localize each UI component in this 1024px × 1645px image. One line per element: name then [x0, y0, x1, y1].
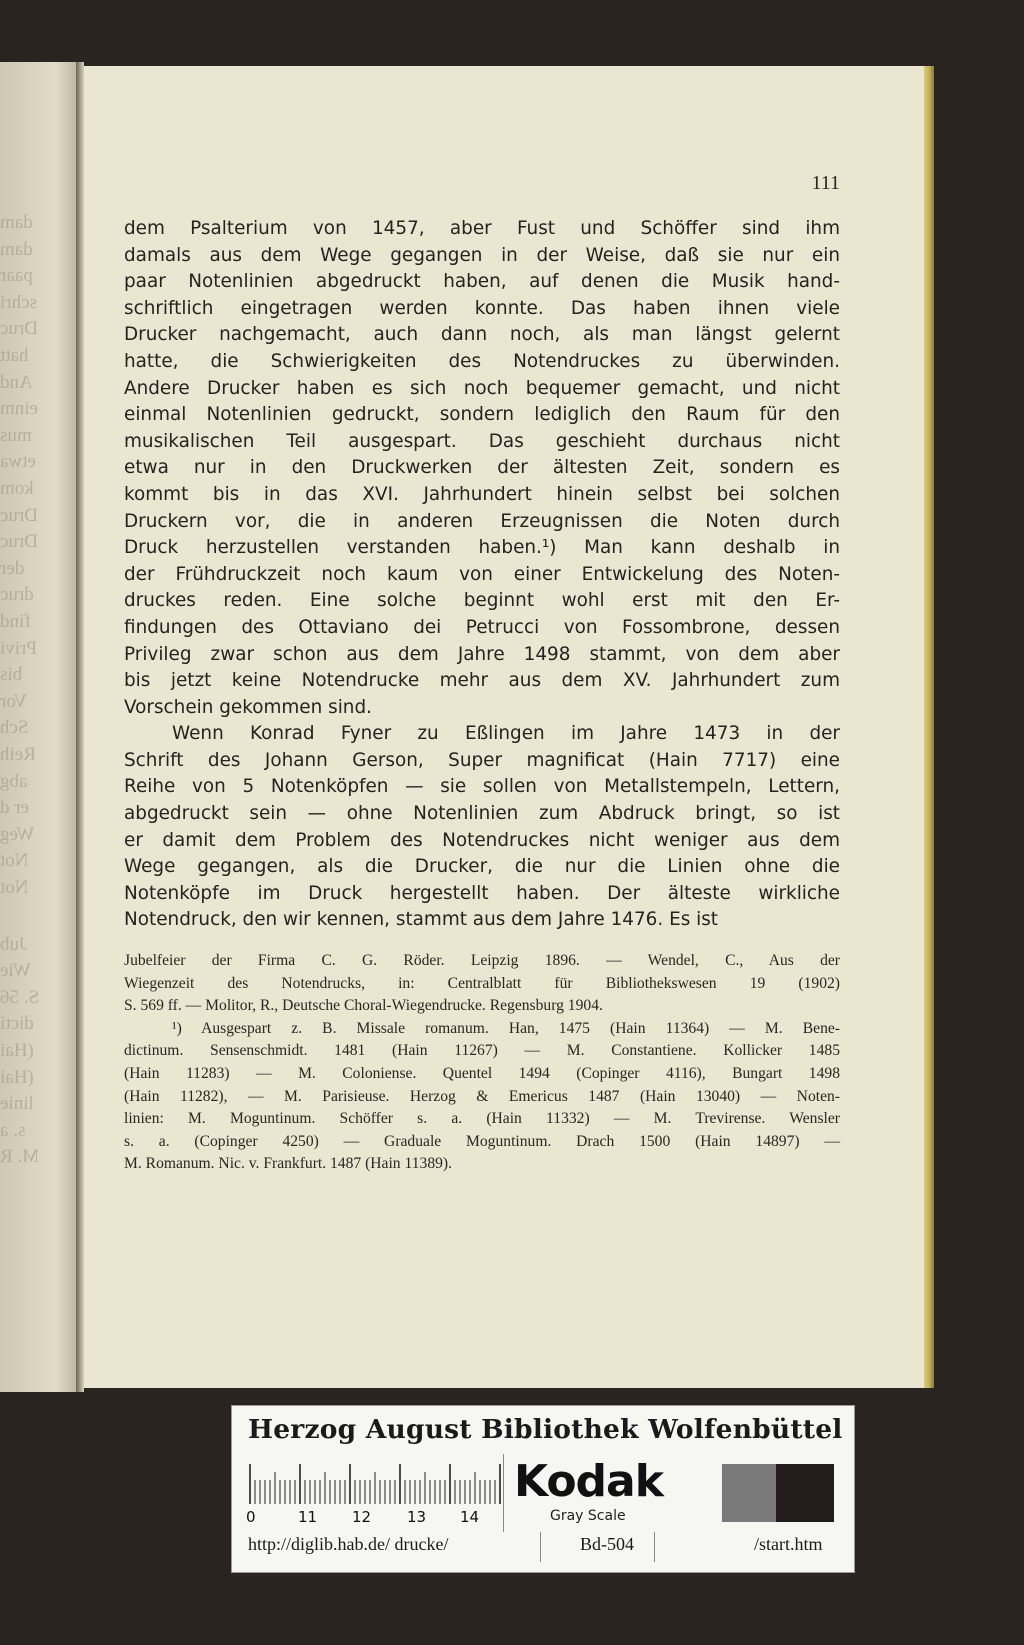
text-line: Druck herzustellen verstanden haben.¹) Man kann deshalb in	[124, 537, 840, 559]
text-line: musikalischen Teil ausgespart. Das geschieht durchaus nicht	[124, 430, 840, 452]
dark-swatch	[776, 1464, 834, 1522]
facing-page-text: find	[0, 611, 31, 632]
footnote-1	[124, 1018, 840, 1176]
text-line: Wege gegangen, als die Drucker, die nur die Linien ohne die	[124, 856, 840, 878]
facing-page-text: Druc	[0, 318, 38, 340]
book-page	[84, 66, 926, 1388]
text-line: dictinum. Sensenschmidt. 1481 (Hain 11267) — M. Constantiene. Kollicker 1485	[124, 1042, 840, 1060]
target-divider	[503, 1454, 504, 1532]
text-line: der Frühdruckzeit noch kaum von einer Entwickelung des Noten-	[124, 563, 840, 585]
text-line: Schrift des Johann Gerson, Super magnificat (Hain 7717) eine	[124, 749, 840, 771]
facing-page-text: S. 56	[0, 986, 40, 1008]
color-target-card	[231, 1405, 855, 1573]
facing-page-text: schri	[0, 291, 37, 313]
facing-page-text: Sch	[0, 717, 29, 739]
text-line: Notendruck, den wir kennen, stammt aus dem Jahre 1476. Es ist	[124, 909, 719, 931]
shelfmark: Bd-504	[580, 1534, 634, 1554]
text-line: er damit dem Problem des Notendruckes nicht weniger aus dem	[124, 829, 840, 851]
text-line: bis jetzt keine Notendrucke mehr aus dem XV. Jahrhundert zum	[124, 670, 840, 692]
url-right: /start.htm	[754, 1534, 823, 1554]
facing-page-text: abg	[0, 770, 28, 792]
facing-page-text: Reih	[0, 744, 36, 765]
text-line: Wenn Konrad Fyner zu Eßlingen im Jahre 1473 in der	[172, 723, 840, 745]
facing-page	[0, 62, 80, 1392]
facing-page-text: einm	[0, 398, 38, 420]
text-line: druckes reden. Eine solche beginnt wohl erst mit den Er-	[124, 590, 840, 612]
facing-page-text: dam	[0, 212, 33, 233]
kodak-logo: Kodak	[514, 1456, 663, 1507]
text-line: kommt bis in das XVI. Jahrhundert hinein selbst bei solchen	[124, 483, 840, 505]
text-line: etwa nur in den Druckwerken der ältesten Zeit, sondern es	[124, 457, 840, 479]
facing-page-text: linie	[0, 1093, 34, 1115]
paragraph-2	[124, 721, 840, 934]
ruler-label: 14	[460, 1508, 480, 1526]
text-line: Wiegenzeit des Notendrucks, in: Centralblatt für Bibliothekswesen 19 (1902)	[124, 974, 840, 992]
facing-page-text: Wie	[0, 960, 31, 982]
text-line: findungen des Ottaviano dei Petrucci von Fossombrone, dessen	[124, 616, 840, 638]
text-line: einmal Notenlinien gedruckt, sondern lediglich den Raum für den	[124, 404, 840, 426]
facing-page-text: Druc	[0, 504, 38, 526]
text-line: Jubelfeier der Firma C. G. Röder. Leipzig 1896. — Wendel, C., Aus der	[124, 952, 840, 969]
paragraph-1	[124, 216, 840, 721]
text-line: abgedruckt sein — ohne Notenlinien zum Abdruck bringt, so ist	[124, 803, 840, 825]
ruler-scale	[248, 1460, 502, 1508]
ruler-label: 12	[352, 1508, 372, 1526]
facing-page-text: hatt	[0, 345, 29, 366]
facing-page-text: dam	[0, 238, 33, 260]
target-divider	[654, 1532, 655, 1562]
facing-page-text: Vor	[0, 690, 28, 712]
gray-scale-label: Gray Scale	[550, 1508, 626, 1524]
facing-page-text: dicti	[0, 1013, 34, 1035]
library-title: Herzog August Bibliothek Wolfenbüttel	[248, 1414, 843, 1445]
book-gutter	[76, 62, 84, 1392]
target-divider	[540, 1532, 541, 1562]
facing-page-text: Not	[0, 877, 29, 898]
text-line: M. Romanum. Nic. v. Frankfurt. 1487 (Hain 11389).	[124, 1155, 453, 1173]
facing-page-text: And	[0, 371, 33, 393]
ruler-labels	[242, 1508, 506, 1528]
text-line: (Hain 11283) — M. Coloniense. Quentel 1494 (Copinger 4116), Bungart 1498	[124, 1064, 840, 1082]
facing-page-text: Not	[0, 850, 29, 872]
facing-page-text: kom	[0, 478, 34, 499]
url-left: http://diglib.hab.de/ drucke/	[248, 1534, 449, 1554]
ruler-label: 0	[246, 1508, 256, 1526]
text-line: Privileg zwar schon aus dem Jahre 1498 stammt, von dem aber	[124, 643, 840, 665]
facing-page-text: mus	[0, 424, 32, 446]
page-number: 111	[811, 172, 840, 194]
facing-page-text: der	[0, 557, 25, 579]
facing-page-text: paar	[0, 265, 33, 287]
text-line: schriftlich eingetragen werden konnte. Das haben ihnen viele	[124, 297, 840, 319]
gray-swatch	[722, 1464, 776, 1522]
facing-page-text: etwa	[0, 451, 36, 473]
text-line: Notenköpfe im Druck hergestellt haben. Der älteste wirkliche	[124, 882, 840, 904]
footnotes	[124, 950, 840, 1176]
facing-page-text: M. R	[0, 1146, 40, 1168]
text-line: linien: M. Moguntinum. Schöffer s. a. (Hain 11332) — M. Trevirense. Wensler	[124, 1110, 840, 1128]
facing-page-text: Jub	[0, 933, 27, 955]
facing-page-text: s. a	[0, 1119, 26, 1141]
ruler-label: 11	[298, 1508, 318, 1526]
text-line: Vorschein gekommen sind.	[124, 696, 372, 718]
ruler-label: 13	[407, 1508, 427, 1526]
text-line: hatte, die Schwierigkeiten des Notendruckes zu überwinden.	[124, 350, 840, 372]
text-line: damals aus dem Wege gegangen in der Weise, daß sie nur ein	[124, 244, 840, 266]
facing-page-text: bis	[0, 664, 23, 686]
facing-page-text: Privi	[0, 637, 37, 659]
facing-page-text: (Hai	[0, 1066, 34, 1088]
text-line: dem Psalterium von 1457, aber Fust und Schöffer sind ihm	[124, 218, 840, 239]
text-line: Andere Drucker haben es sich noch bequemer gemacht, und nicht	[124, 377, 840, 399]
body-text	[124, 216, 840, 934]
text-line: ¹) Ausgespart z. B. Missale romanum. Han, 1475 (Hain 11364) — M. Bene-	[172, 1019, 840, 1037]
facing-page-text: Druc	[0, 531, 38, 553]
text-line: Drucker nachgemacht, auch dann noch, als man längst gelernt	[124, 324, 840, 346]
page-edge	[924, 66, 934, 1388]
text-line: (Hain 11282), — M. Parisieuse. Herzog & Emericus 1487 (Hain 13040) — Noten-	[124, 1087, 840, 1105]
text-line: paar Notenlinien abgedruckt haben, auf denen die Musik hand-	[124, 271, 840, 293]
text-line: Reihe von 5 Notenköpfen — sie sollen von Metallstempeln, Lettern,	[124, 776, 840, 798]
facing-page-text: druc	[0, 584, 34, 606]
footnote-continued	[124, 950, 840, 1018]
text-line: Druckern vor, die in anderen Erzeugnissen die Noten durch	[124, 510, 840, 532]
facing-page-text: Weg	[0, 823, 35, 845]
text-line: S. 569 ff. — Molitor, R., Deutsche Choral-Wiegendrucke. Regensburg 1904.	[124, 997, 603, 1015]
text-line: s. a. (Copinger 4250) — Graduale Moguntinum. Drach 1500 (Hain 14897) —	[124, 1132, 840, 1150]
facing-page-text: (Hai	[0, 1040, 34, 1061]
facing-page-text: er d	[0, 797, 30, 819]
